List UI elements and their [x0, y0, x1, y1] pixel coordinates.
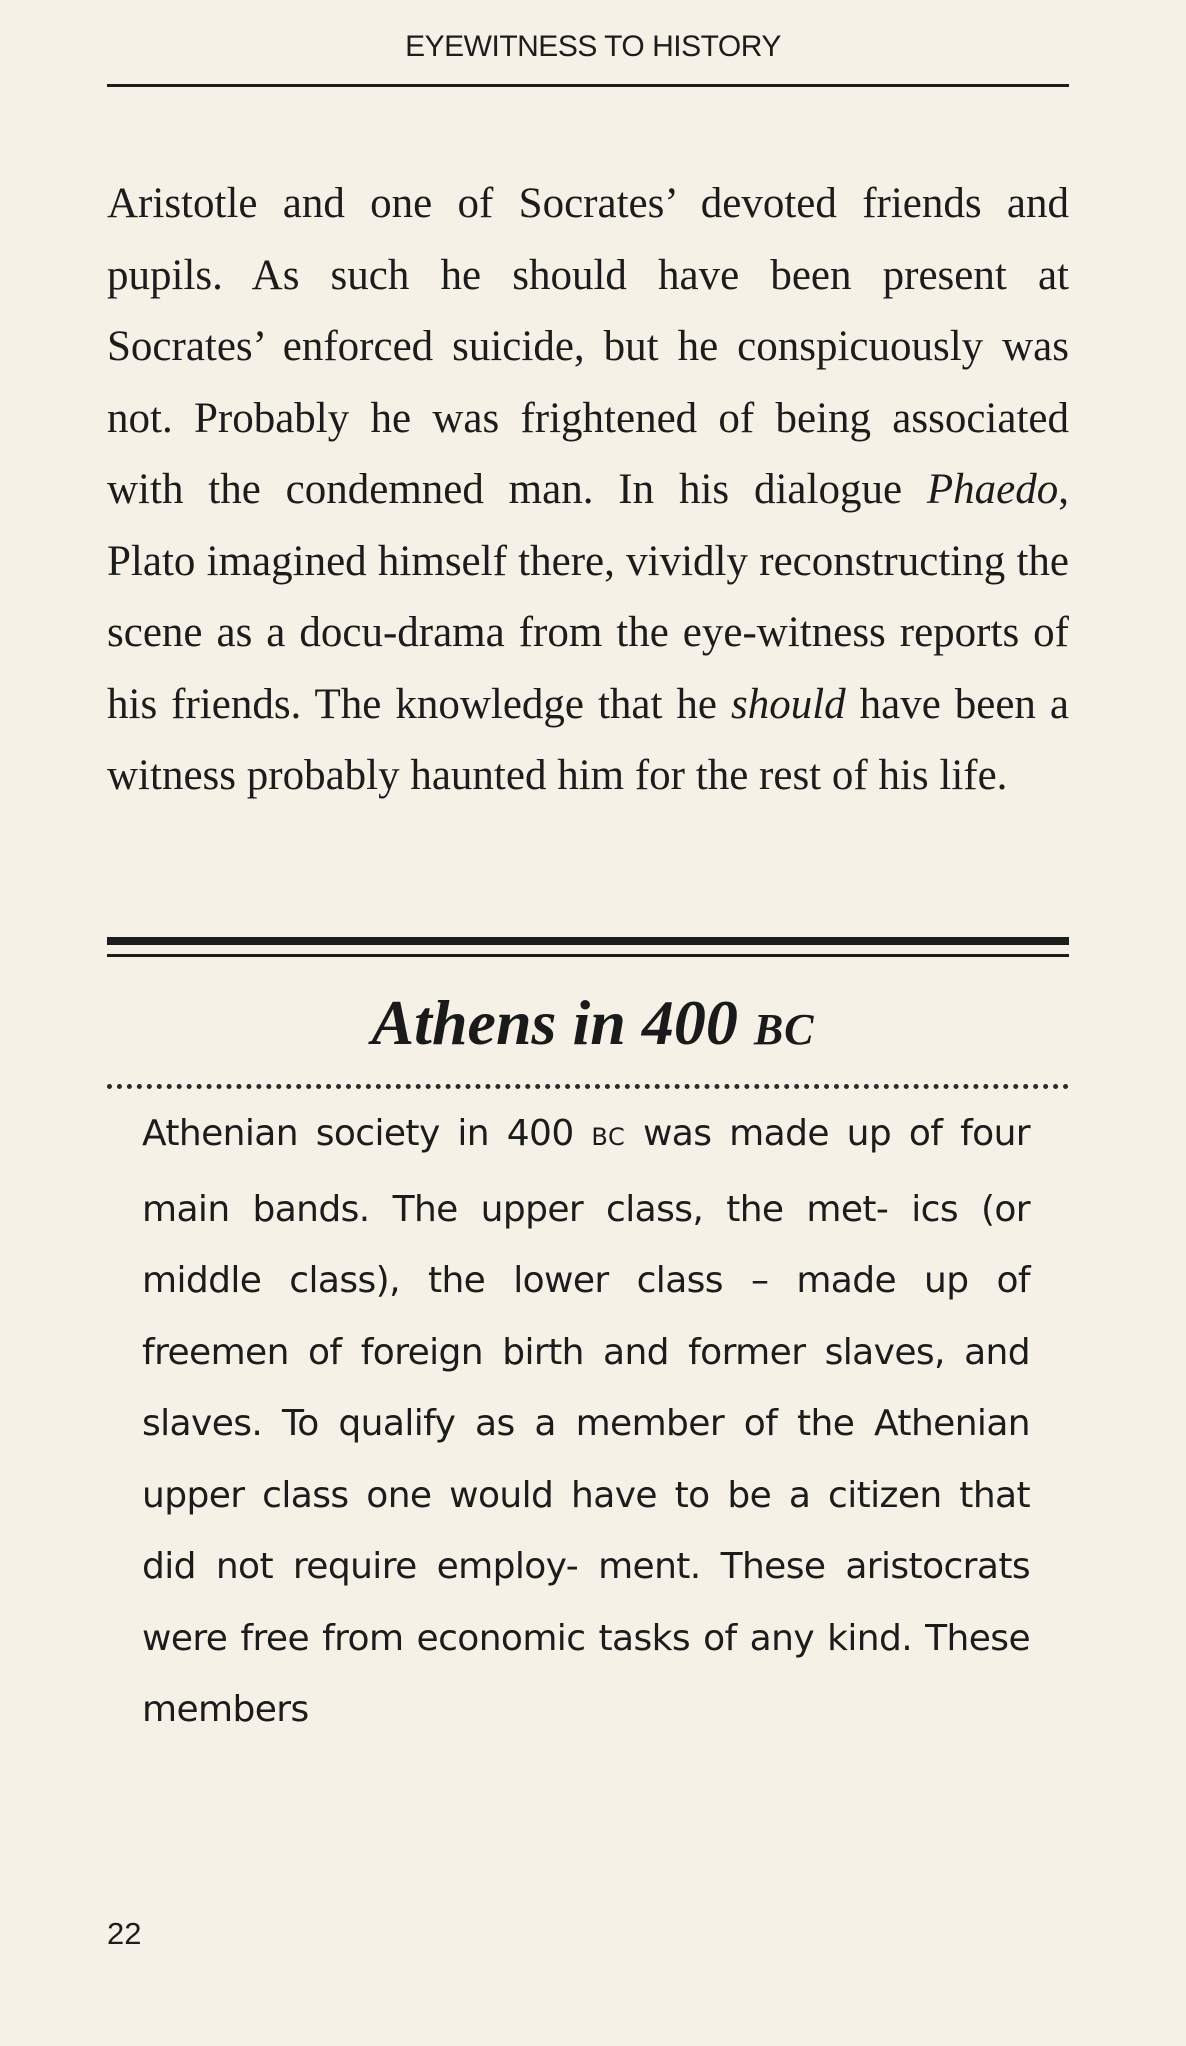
body-line-last: probably haunted him for the rest of his life. [246, 752, 1008, 799]
page-number: 22 [107, 1916, 142, 1951]
box-line: four main bands. The upper class, the met- [142, 1113, 1031, 1230]
emphasis: should [730, 680, 846, 728]
body-line: Aristotle and one of Socrates’ devoted friends and [107, 180, 1069, 227]
running-head: EYEWITNESS TO HISTORY [405, 30, 781, 63]
body-line: , Plato imagined himself there, [107, 466, 1069, 585]
body-line: vividly reconstructing the scene as a docu-drama [107, 537, 1070, 656]
box-line: Athenian society in 400 [142, 1113, 592, 1154]
box-title-era: BC [753, 1005, 815, 1054]
body-line: associated with the condemned man. In his [107, 394, 1069, 513]
body-line: dialogue [753, 466, 927, 513]
body-line: pupils. As such he should have been present at [107, 251, 1069, 299]
body-line: have been a witness [107, 680, 1069, 799]
era-abbrev: BC [591, 1123, 626, 1151]
box-text [142, 1098, 1030, 1746]
box-line: to be a citizen that did not require employ- [142, 1474, 1031, 1587]
body-text [107, 168, 1069, 812]
dotted-rule [107, 1084, 1069, 1089]
body-line: knowledge that he [395, 680, 731, 728]
body-line: Socrates’ enforced suicide, but he conspicuously [107, 323, 984, 370]
box-rule-thick [107, 937, 1069, 945]
box-line: slaves, and slaves. To qualify as a member [142, 1331, 1031, 1444]
box-rule-thin [107, 954, 1069, 957]
body-line: from the eye-witness reports of his friends. The [107, 609, 1069, 728]
box-line: economic tasks of any kind. These members [142, 1617, 1030, 1730]
box-line: ics (or middle class), the lower class – made [142, 1188, 1031, 1301]
box-title [0, 978, 1186, 1075]
header-rule [107, 84, 1069, 87]
work-title: Phaedo [926, 466, 1059, 513]
box-line: ment. These aristocrats were free from [142, 1546, 1031, 1659]
body-line: was not. Probably he was frightened of being [107, 323, 1069, 442]
box-title-main: Athens in 400 [371, 987, 754, 1058]
box-line: was made up of [625, 1113, 943, 1154]
box-line: of the Athenian upper class one would have [142, 1403, 1031, 1516]
box-line: up of freemen of foreign birth and former [142, 1260, 1030, 1373]
